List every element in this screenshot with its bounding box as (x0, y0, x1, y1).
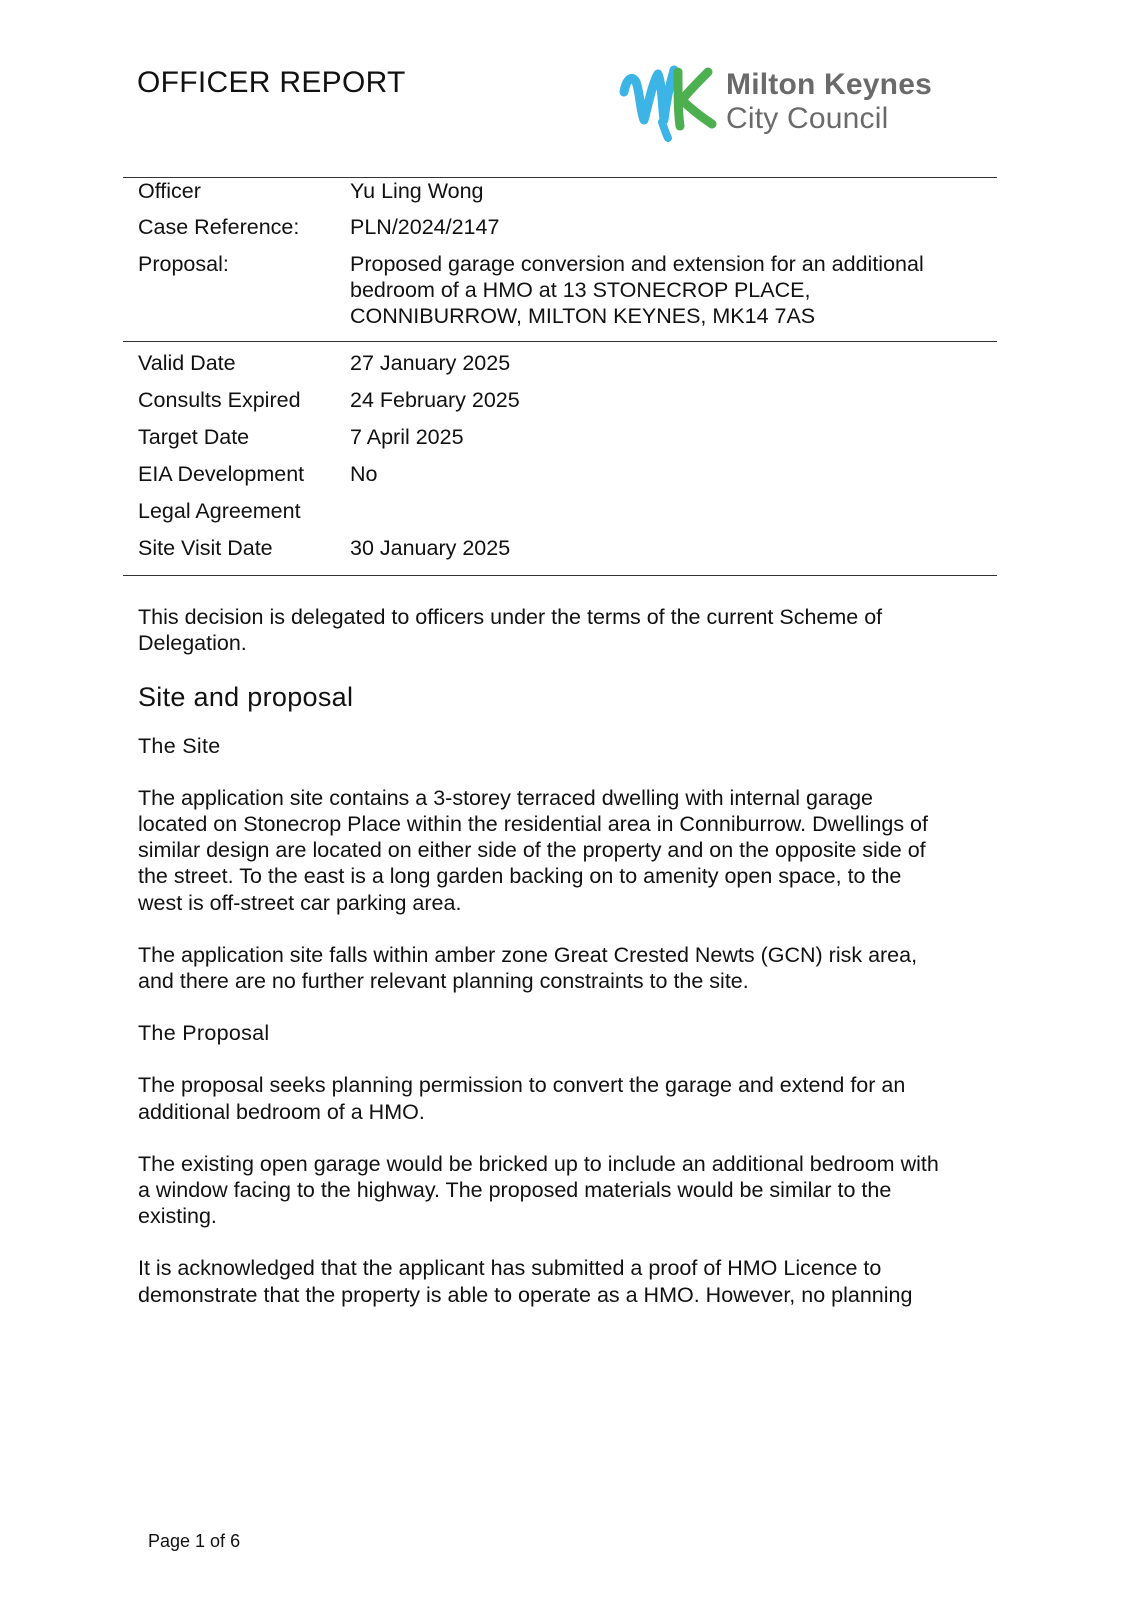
officer-label: Officer (138, 179, 201, 203)
consults-expired-value: 24 February 2025 (350, 388, 520, 412)
valid-date-label: Valid Date (138, 351, 236, 375)
text-line: and there are no further relevant planning constraints to the site. (138, 969, 749, 994)
text-line: the street. To the east is a long garden backing on to amenity open space, to the (138, 864, 902, 889)
page-title: OFFICER REPORT (137, 66, 406, 99)
page-number: Page 1 of 6 (148, 1531, 241, 1551)
proposal-paragraph (138, 1151, 998, 1230)
eia-development-value: No (350, 462, 378, 486)
legal-agreement-label: Legal Agreement (138, 499, 301, 523)
council-logo (618, 62, 998, 147)
case-reference-value: PLN/2024/2147 (350, 215, 500, 239)
site-paragraph (138, 942, 998, 994)
proposal-line: bedroom of a HMO at 13 STONECROP PLACE, (350, 278, 811, 302)
consults-expired-label: Consults Expired (138, 388, 301, 412)
target-date-label: Target Date (138, 425, 250, 449)
target-date-value: 7 April 2025 (350, 425, 464, 449)
eia-development-label: EIA Development (138, 462, 305, 486)
proposal-value (350, 251, 990, 329)
officer-value: Yu Ling Wong (350, 179, 484, 203)
proposal-heading: The Proposal (138, 1021, 270, 1046)
case-reference-label: Case Reference: (138, 215, 300, 239)
text-line: located on Stonecrop Place within the residential area in Conniburrow. Dwellings of (138, 812, 928, 837)
proposal-label: Proposal: (138, 252, 229, 276)
site-visit-date-label: Site Visit Date (138, 536, 273, 560)
text-line: west is off-street car parking area. (138, 890, 462, 915)
table-middle-divider (123, 341, 997, 342)
logo-name-line2: City Council (726, 102, 889, 135)
proposal-line: Proposed garage conversion and extension for an additional (350, 252, 924, 276)
text-line: The application site falls within amber zone Great Crested Newts (GCN) risk area, (138, 942, 918, 967)
text-line: The proposal seeks planning permission to convert the garage and extend for an (138, 1073, 906, 1098)
text-line: It is acknowledged that the applicant has submitted a proof of HMO Licence to (138, 1256, 882, 1281)
text-line: demonstrate that the property is able to operate as a HMO. However, no planning (138, 1282, 913, 1307)
proposal-line: CONNIBURROW, MILTON KEYNES, MK14 7AS (350, 304, 816, 328)
site-visit-date-value: 30 January 2025 (350, 536, 511, 560)
table-bottom-divider (123, 575, 997, 576)
delegation-line: This decision is delegated to officers under the terms of the current Scheme of (138, 605, 883, 629)
delegation-statement (138, 604, 998, 656)
text-line: similar design are located on either side of the property and on the opposite side of (138, 838, 926, 863)
text-line: additional bedroom of a HMO. (138, 1099, 425, 1124)
delegation-line: Delegation. (138, 631, 247, 656)
text-line: existing. (138, 1204, 217, 1229)
report-body (138, 604, 998, 1334)
text-line: The application site contains a 3-storey terraced dwelling with internal garage (138, 785, 873, 810)
site-paragraph (138, 785, 998, 916)
mk-logo-mark-icon (618, 62, 718, 144)
text-line: a window facing to the highway. The proposed materials would be similar to the (138, 1178, 892, 1203)
site-heading: The Site (138, 733, 221, 758)
logo-name-line1: Milton Keynes (726, 68, 932, 101)
text-line: The existing open garage would be bricked up to include an additional bedroom with (138, 1151, 939, 1176)
proposal-paragraph (138, 1255, 998, 1307)
proposal-paragraph (138, 1072, 998, 1124)
valid-date-value: 27 January 2025 (350, 351, 511, 375)
section-heading: Site and proposal (138, 682, 354, 713)
